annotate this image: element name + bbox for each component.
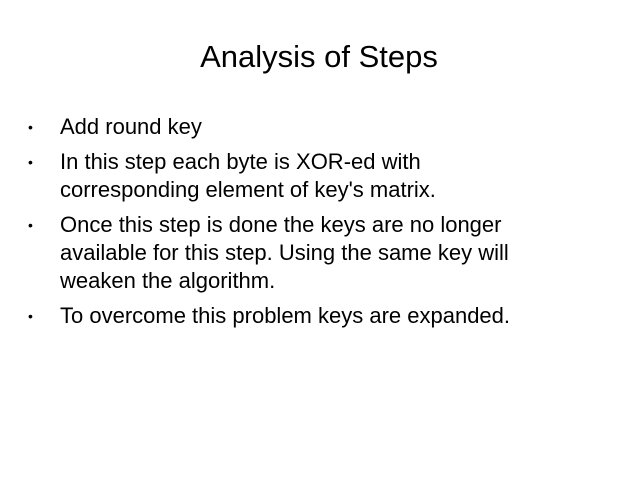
bullet-text: Add round key bbox=[60, 114, 202, 139]
bullet-text: To overcome this problem keys are expanded. bbox=[60, 303, 511, 328]
bullet-icon: • bbox=[28, 217, 33, 233]
bullet-item-keys-unavailable bbox=[0, 211, 638, 295]
bullet-item-xor-step bbox=[0, 148, 638, 204]
bullet-text: Once this step is done the keys are no longer available for this step. Using the same key will weaken the algorithm. bbox=[60, 212, 509, 293]
bullet-list bbox=[0, 113, 638, 337]
bullet-icon: • bbox=[28, 154, 33, 170]
bullet-icon: • bbox=[28, 119, 33, 135]
slide-title: Analysis of Steps bbox=[200, 39, 438, 74]
bullet-text: In this step each byte is XOR-ed with corresponding element of key's matrix. bbox=[60, 149, 436, 202]
bullet-item-add-round-key bbox=[0, 113, 638, 141]
bullet-item-keys-expanded bbox=[0, 302, 638, 330]
bullet-icon: • bbox=[28, 308, 33, 324]
